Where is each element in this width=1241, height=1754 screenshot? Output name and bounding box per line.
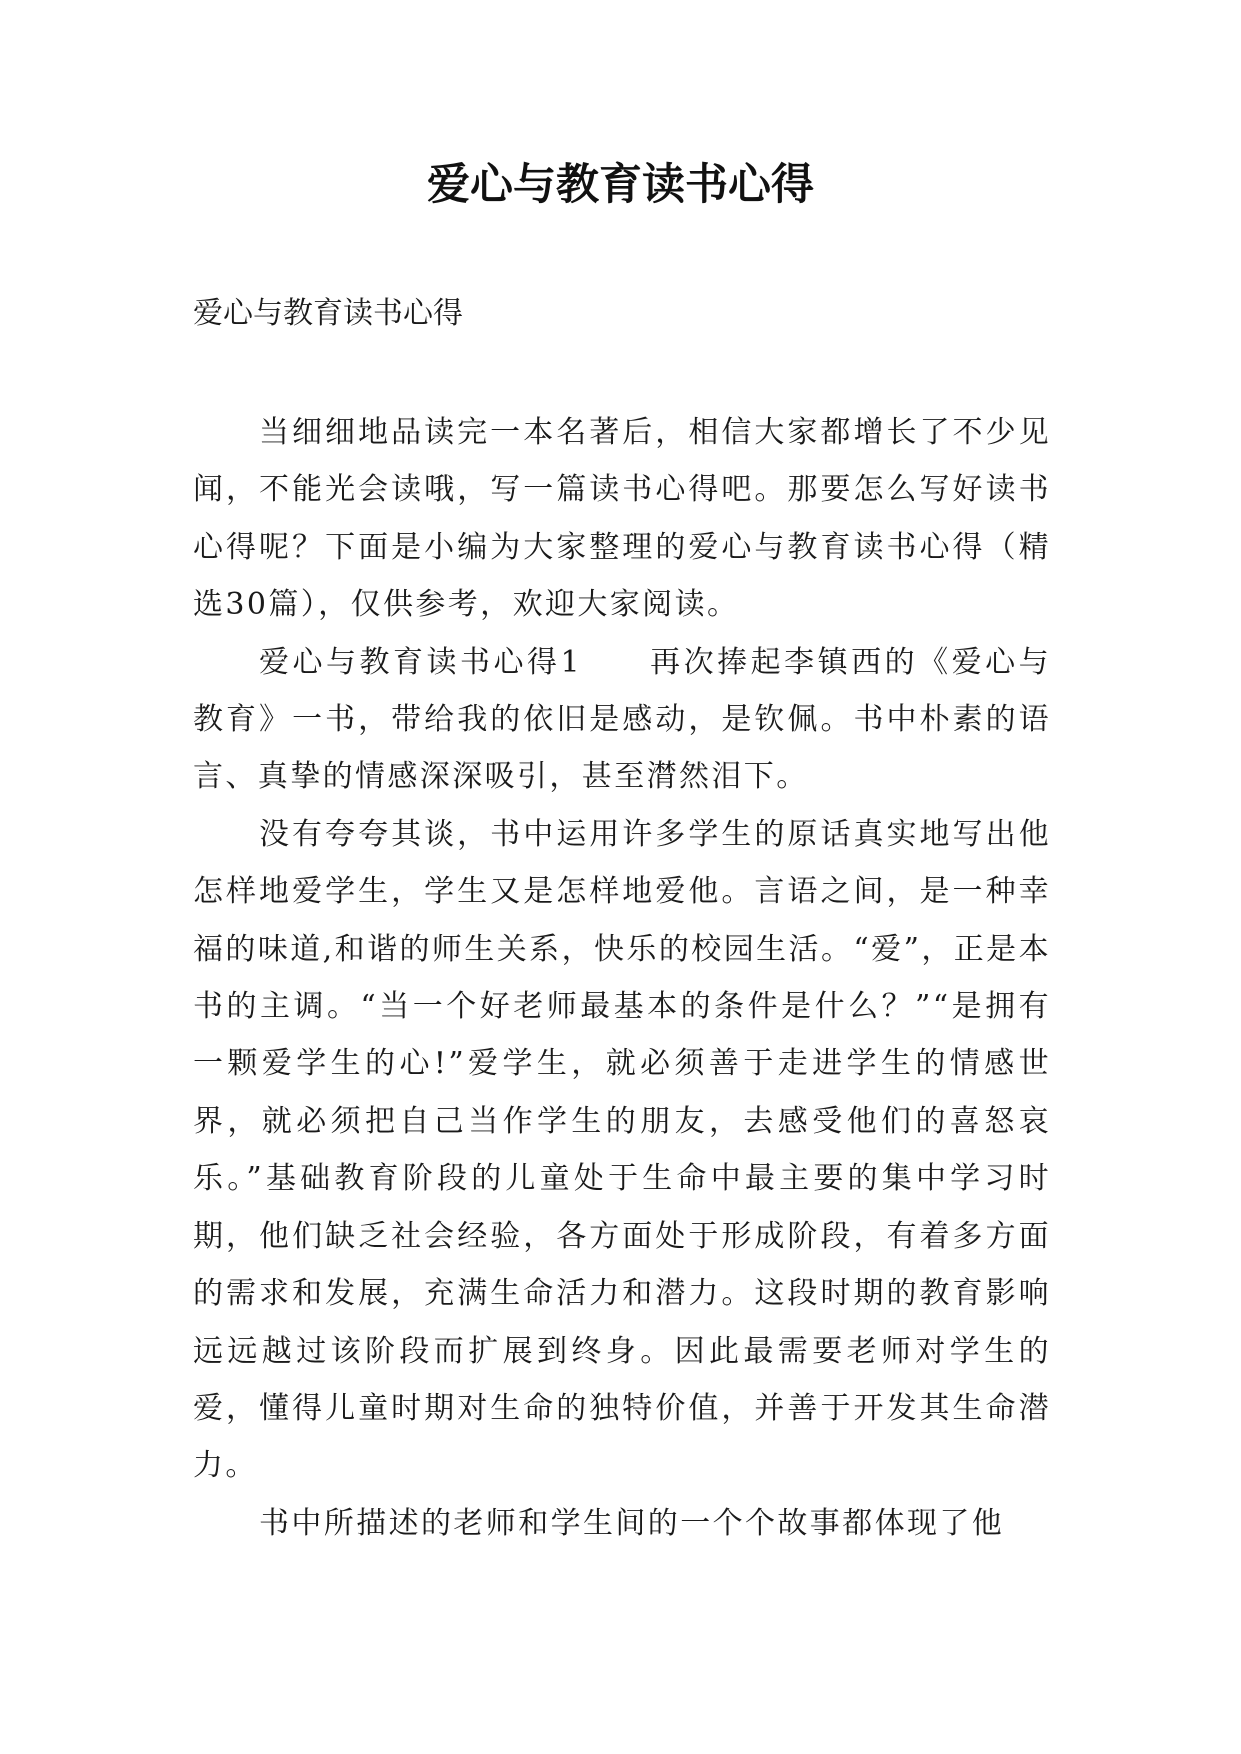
paragraph-2: 没有夸夸其谈，书中运用许多学生的原话真实地写出他怎样地爱学生，学生又是怎样地爱他。言语之间，是一种幸福的味道,和谐的师生关系，快乐的校园生活。“爱”，正是本书的主调。“当一个好老师最基本的条件是什么？”“是拥有一颗爱学生的心!”爱学生，就必须善于走进学生的情感世界，就必须把自己当作学生的朋友，去感受他们的喜怒哀乐。”基础教育阶段的儿童处于生命中最主要的集中学习时期，他们缺乏社会经验，各方面处于形成阶段，有着多方面的需求和发展，充满生命活力和潜力。这段时期的教育影响远远越过该阶段而扩展到终身。因此最需要老师对学生的爱，懂得儿童时期对生命的独特价值，并善于开发其生命潜力。 [193, 816, 1051, 1484]
paragraph-intro: 当细细地品读完一本名著后，相信大家都增长了不少见闻，不能光会读哦，写一篇读书心得吧。那要怎么写好读书心得呢？下面是小编为大家整理的爱心与教育读书心得（精选30篇），仅供参考，欢迎大家阅读。 [193, 415, 1051, 623]
document-subtitle: 爱心与教育读书心得 [193, 296, 463, 331]
document-body [193, 404, 1051, 1552]
document-title: 爱心与教育读书心得 [427, 160, 814, 210]
paragraph-1: 爱心与教育读书心得1 再次捧起李镇西的《爱心与教育》一书，带给我的依旧是感动，是钦佩。书中朴素的语言、真挚的情感深深吸引，甚至潸然泪下。 [193, 644, 1051, 795]
paragraph-3: 书中所描述的老师和学生间的一个个故事都体现了他 [259, 1505, 1005, 1541]
